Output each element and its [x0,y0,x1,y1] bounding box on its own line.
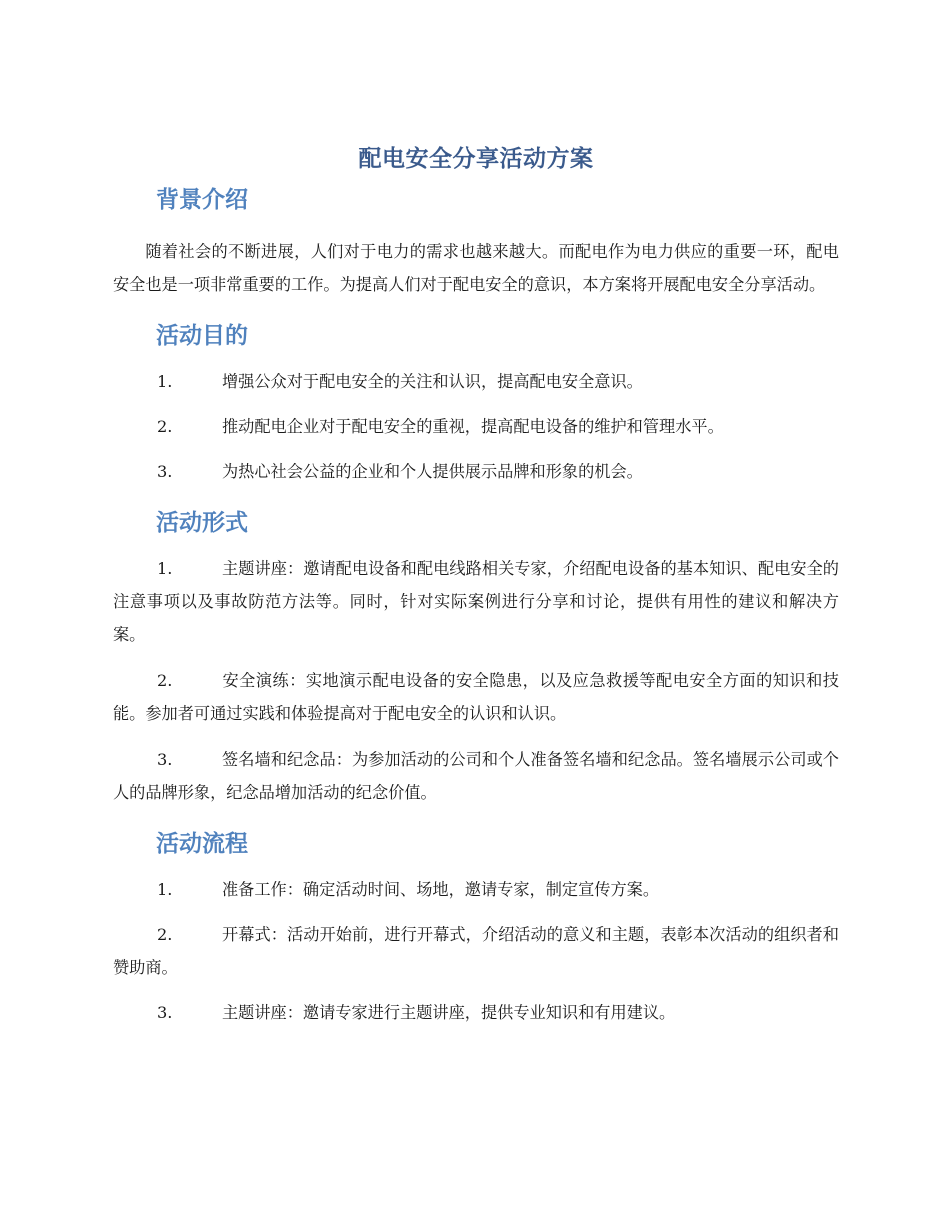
section-heading: 背景介绍 [156,187,248,213]
list-item-text: 增强公众对于配电安全的关注和认识，提高配电安全意识。 [222,372,643,391]
list-item-text: 推动配电企业对于配电安全的重视，提高配电设备的维护和管理水平。 [222,417,724,436]
section-process [113,827,839,1029]
list-item [113,743,839,809]
list-number: 3. [157,750,173,769]
numbered-list [113,873,839,1029]
list-item [113,365,839,398]
section-heading: 活动流程 [156,831,248,857]
list-item-text: 准备工作：确定活动时间、场地，邀请专家，制定宣传方案。 [222,880,660,899]
section-format [113,506,839,809]
list-number: 2. [157,925,173,944]
section-heading: 活动形式 [156,510,248,536]
section-background [113,183,839,301]
list-item [113,455,839,488]
list-item-text: 安全演练：实地演示配电设备的安全隐患，以及应急救援等配电安全方面的知识和技能。参加者可通过实践和体验提高对于配电安全的认识和认识。 [113,671,839,723]
list-number: 3. [157,1003,173,1022]
list-number: 2. [157,417,173,436]
list-item [113,996,839,1029]
list-item [113,873,839,906]
list-item-text: 主题讲座：邀请配电设备和配电线路相关专家，介绍配电设备的基本知识、配电安全的注意事项以及事故防范方法等。同时，针对实际案例进行分享和讨论，提供有用性的建议和解决方案。 [113,559,839,644]
numbered-list [113,552,839,809]
list-item-text: 签名墙和纪念品：为参加活动的公司和个人准备签名墙和纪念品。签名墙展示公司或个人的品牌形象，纪念品增加活动的纪念价值。 [113,750,839,802]
list-item [113,410,839,443]
list-item-text: 主题讲座：邀请专家进行主题讲座，提供专业知识和有用建议。 [222,1003,676,1022]
list-number: 1. [157,372,173,391]
list-item-text: 为热心社会公益的企业和个人提供展示品牌和形象的机会。 [222,462,643,481]
document-title: 配电安全分享活动方案 [358,146,594,172]
list-number: 1. [157,880,173,899]
section-heading: 活动目的 [156,323,248,349]
list-number: 2. [157,671,173,690]
section-purpose [113,319,839,488]
numbered-list [113,365,839,488]
document-page [113,140,839,1029]
list-item [113,552,839,651]
list-number: 3. [157,462,173,481]
list-item [113,664,839,730]
list-item [113,918,839,984]
list-number: 1. [157,559,173,578]
background-paragraph: 随着社会的不断进展，人们对于电力的需求也越来越大。而配电作为电力供应的重要一环，配电安全也是一项非常重要的工作。为提高人们对于配电安全的意识，本方案将开展配电安全分享活动。 [113,242,839,294]
list-item-text: 开幕式：活动开始前，进行开幕式，介绍活动的意义和主题，表彰本次活动的组织者和赞助商。 [113,925,839,977]
